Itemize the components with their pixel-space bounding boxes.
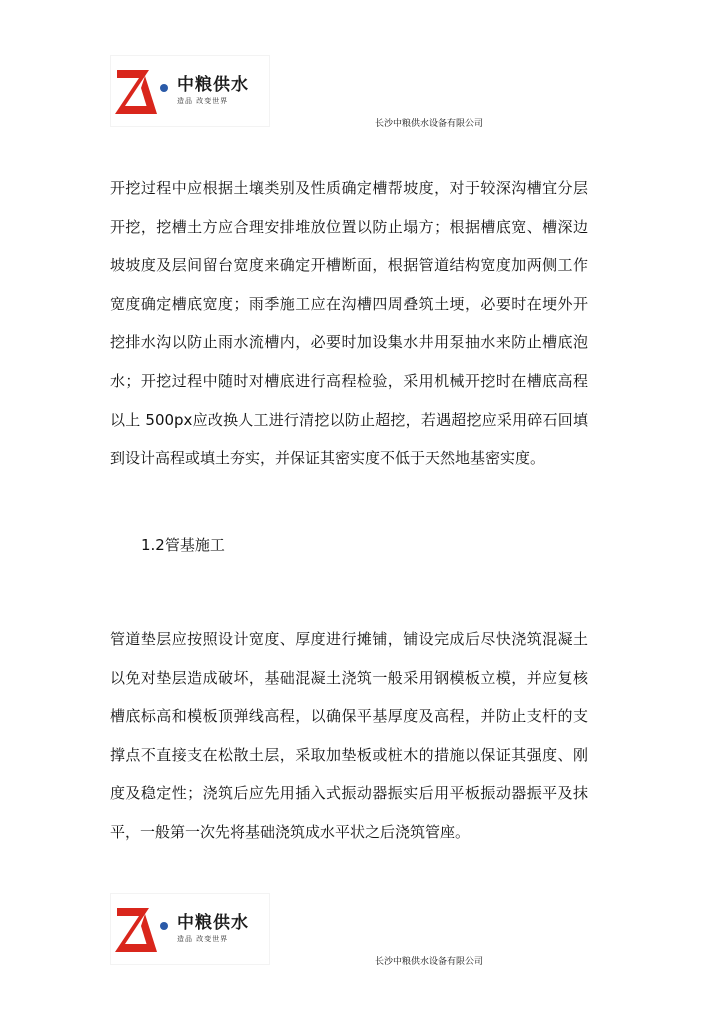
- footer-company-name: 长沙中粮供水设备有限公司: [375, 957, 484, 967]
- logo-slogan: 造品 改变世界: [177, 97, 229, 105]
- company-logo-footer: [110, 893, 270, 965]
- paragraph-excavation: 开挖过程中应根据土壤类别及性质确定槽帮坡度，对于较深沟槽宜分层开挖，挖槽土方应合理安排堆放位置以防止塌方；根据槽底宽、槽深边坡坡度及层间留台宽度来确定开槽断面，根据管道结构宽度加两侧工作宽度确定槽底宽度；雨季施工应在沟槽四周叠筑土埂，必要时在埂外开挖排水沟以防止雨水流槽内，必要时加设集水井用泵抽水来防止槽底泡水；开挖过程中随时对槽底进行高程检验，采用机械开挖时在槽底高程以上 500px应改换人工进行清挖以防止超挖，若遇超挖应采用碎石回填到设计高程或填土夯实，并保证其密实度不低于天然地基密实度。: [110, 179, 588, 468]
- company-logo: [110, 55, 270, 127]
- logo-brand-text: 中粮供水: [177, 913, 249, 933]
- paragraph-pipe-base: 管道垫层应按照设计宽度、厚度进行摊铺，铺设完成后尽快浇筑混凝土以免对垫层造成破坏，基础混凝土浇筑一般采用钢模板立模，并应复核槽底标高和模板顶弹线高程，以确保平基厚度及高程，并防止支杆的支撑点不直接支在松散土层，采取加垫板或桩木的措施以保证其强度、刚度及稳定性；浇筑后应先用插入式振动器振实后用平板振动器振平及抹平，一般第一次先将基础浇筑成水平状之后浇筑管座。: [110, 630, 588, 841]
- zl-logo-icon: [111, 894, 177, 964]
- zl-logo-icon: [111, 56, 177, 126]
- header-company-name: 长沙中粮供水设备有限公司: [375, 119, 484, 129]
- section-heading: 1.2管基施工: [141, 536, 225, 554]
- logo-brand-text: 中粮供水: [177, 75, 249, 95]
- logo-slogan: 造品 改变世界: [177, 935, 229, 943]
